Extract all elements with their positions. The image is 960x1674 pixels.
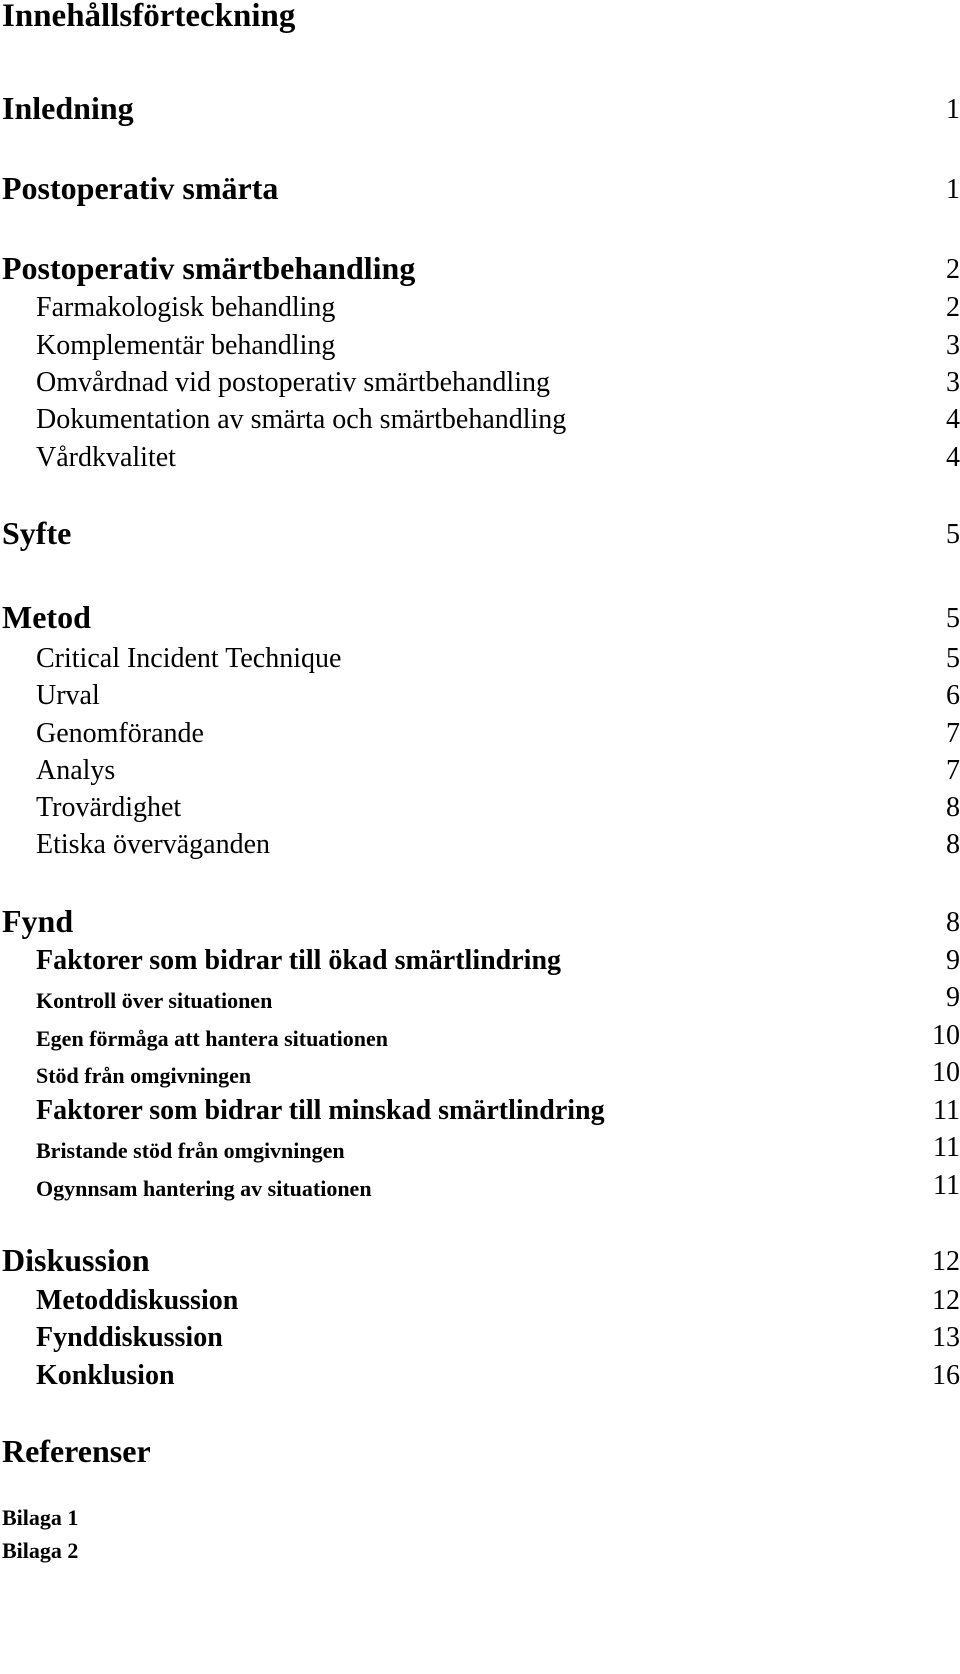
toc-entry-diskussion bbox=[0, 1236, 960, 1276]
toc-entry-postoperativ-smarta bbox=[0, 164, 960, 204]
toc-entry-label: Farmakologisk behandling bbox=[36, 292, 336, 323]
toc-entry-page: 7 bbox=[946, 755, 960, 786]
toc-entry-label: Referenser bbox=[2, 1433, 151, 1469]
toc-entry-label: Faktorer som bidrar till ökad smärtlindring bbox=[36, 945, 562, 976]
appendix-1: Bilaga 1 bbox=[2, 1505, 79, 1530]
toc-entry-page: 6 bbox=[946, 680, 960, 711]
toc-entry-page: 10 bbox=[932, 1057, 960, 1088]
toc-entry-label: Ogynnsam hantering av situationen bbox=[36, 1176, 372, 1201]
toc-entry-inledning bbox=[0, 84, 960, 124]
appendix-2: Bilaga 2 bbox=[2, 1538, 79, 1563]
toc-entry-label: Fynddiskussion bbox=[36, 1322, 223, 1353]
toc-entry-label: Egen förmåga att hantera situationen bbox=[36, 1026, 388, 1051]
toc-entry-referenser bbox=[0, 1427, 960, 1467]
toc-entry-page: 4 bbox=[946, 404, 960, 435]
toc-entry-page: 4 bbox=[946, 442, 960, 473]
toc-entry-syfte bbox=[0, 509, 960, 549]
toc-entry-page: 5 bbox=[946, 519, 960, 550]
toc-entry-page: 2 bbox=[946, 254, 960, 285]
toc-entry-label: Dokumentation av smärta och smärtbehandling bbox=[36, 404, 567, 435]
toc-entry-trovardighet bbox=[0, 782, 960, 822]
toc-entry-label: Fynd bbox=[2, 903, 74, 939]
toc-entry-komplementar-behandling bbox=[0, 320, 960, 360]
toc-entry-label: Diskussion bbox=[2, 1242, 150, 1278]
toc-entry-kontroll bbox=[0, 972, 960, 1012]
toc-entry-label: Omvårdnad vid postoperativ smärtbehandling bbox=[36, 367, 550, 398]
toc-entry-faktorer-okad bbox=[0, 935, 960, 975]
toc-entry-faktorer-minskad bbox=[0, 1085, 960, 1125]
toc-entry-label: Kontroll över situationen bbox=[36, 988, 273, 1013]
toc-entry-label: Bristande stöd från omgivningen bbox=[36, 1138, 345, 1163]
toc-entry-page: 8 bbox=[946, 907, 960, 938]
toc-entry-ogynnsam bbox=[0, 1160, 960, 1200]
toc-entry-urval bbox=[0, 670, 960, 710]
toc-entry-analys bbox=[0, 745, 960, 785]
toc-entry-page: 1 bbox=[946, 174, 960, 205]
toc-entry-page: 9 bbox=[946, 945, 960, 976]
toc-entry-metod bbox=[0, 593, 960, 633]
toc-entry-page: 8 bbox=[946, 829, 960, 860]
toc-title: Innehållsförteckning bbox=[2, 0, 296, 34]
toc-entry-page: 11 bbox=[933, 1132, 960, 1163]
toc-entry-page: 10 bbox=[932, 1020, 960, 1051]
toc-entry-page: 11 bbox=[933, 1095, 960, 1126]
toc-entry-fynd bbox=[0, 897, 960, 937]
toc-entry-page: 7 bbox=[946, 718, 960, 749]
toc-entry-page: 11 bbox=[933, 1170, 960, 1201]
toc-entry-label: Vårdkvalitet bbox=[36, 442, 176, 473]
toc-entry-fynddiskussion bbox=[0, 1312, 960, 1352]
toc-entry-bristande-stod bbox=[0, 1122, 960, 1162]
toc-entry-label: Analys bbox=[36, 755, 116, 786]
toc-entry-label: Syfte bbox=[2, 515, 72, 551]
toc-entry-stod bbox=[0, 1047, 960, 1087]
toc-entry-page: 13 bbox=[932, 1322, 960, 1353]
toc-entry-label: Metod bbox=[2, 599, 91, 635]
toc-entry-page: 3 bbox=[946, 330, 960, 361]
toc-entry-label: Stöd från omgivningen bbox=[36, 1063, 252, 1088]
toc-entry-genomforande bbox=[0, 708, 960, 748]
toc-entry-label: Postoperativ smärta bbox=[2, 170, 279, 206]
toc-entry-page: 3 bbox=[946, 367, 960, 398]
toc-entry-label: Etiska överväganden bbox=[36, 829, 271, 860]
toc-entry-label: Critical Incident Technique bbox=[36, 643, 342, 674]
toc-entry-page: 12 bbox=[932, 1285, 960, 1316]
toc-entry-label: Konklusion bbox=[36, 1360, 175, 1391]
toc-entry-farmakologisk-behandling bbox=[0, 282, 960, 322]
toc-entry-label: Trovärdighet bbox=[36, 792, 182, 823]
toc-entry-label: Inledning bbox=[2, 90, 134, 126]
toc-entry-etiska-overvaganden bbox=[0, 819, 960, 859]
toc-entry-page: 2 bbox=[946, 292, 960, 323]
toc-entry-label: Postoperativ smärtbehandling bbox=[2, 250, 416, 286]
toc-entry-postoperativ-smartbehandling bbox=[0, 244, 960, 284]
toc-entry-vardkvalitet bbox=[0, 432, 960, 472]
toc-entry-label: Urval bbox=[36, 680, 100, 711]
toc-entry-metoddiskussion bbox=[0, 1275, 960, 1315]
toc-entry-label: Metoddiskussion bbox=[36, 1285, 239, 1316]
toc-entry-page: 1 bbox=[946, 94, 960, 125]
toc-entry-page: 12 bbox=[932, 1246, 960, 1277]
toc-entry-page: 8 bbox=[946, 792, 960, 823]
toc-entry-critical-incident-technique bbox=[0, 633, 960, 673]
toc-entry-omvardnad bbox=[0, 357, 960, 397]
toc-entry-label: Faktorer som bidrar till minskad smärtlindring bbox=[36, 1095, 605, 1126]
toc-entry-page: 9 bbox=[946, 982, 960, 1013]
toc-entry-page: 5 bbox=[946, 603, 960, 634]
toc-entry-page: 16 bbox=[932, 1360, 960, 1391]
toc-entry-page: 5 bbox=[946, 643, 960, 674]
toc-entry-egen-formaga bbox=[0, 1010, 960, 1050]
toc-entry-label: Komplementär behandling bbox=[36, 330, 336, 361]
toc-entry-label: Genomförande bbox=[36, 718, 204, 749]
toc-entry-konklusion bbox=[0, 1350, 960, 1390]
toc-entry-dokumentation bbox=[0, 394, 960, 434]
